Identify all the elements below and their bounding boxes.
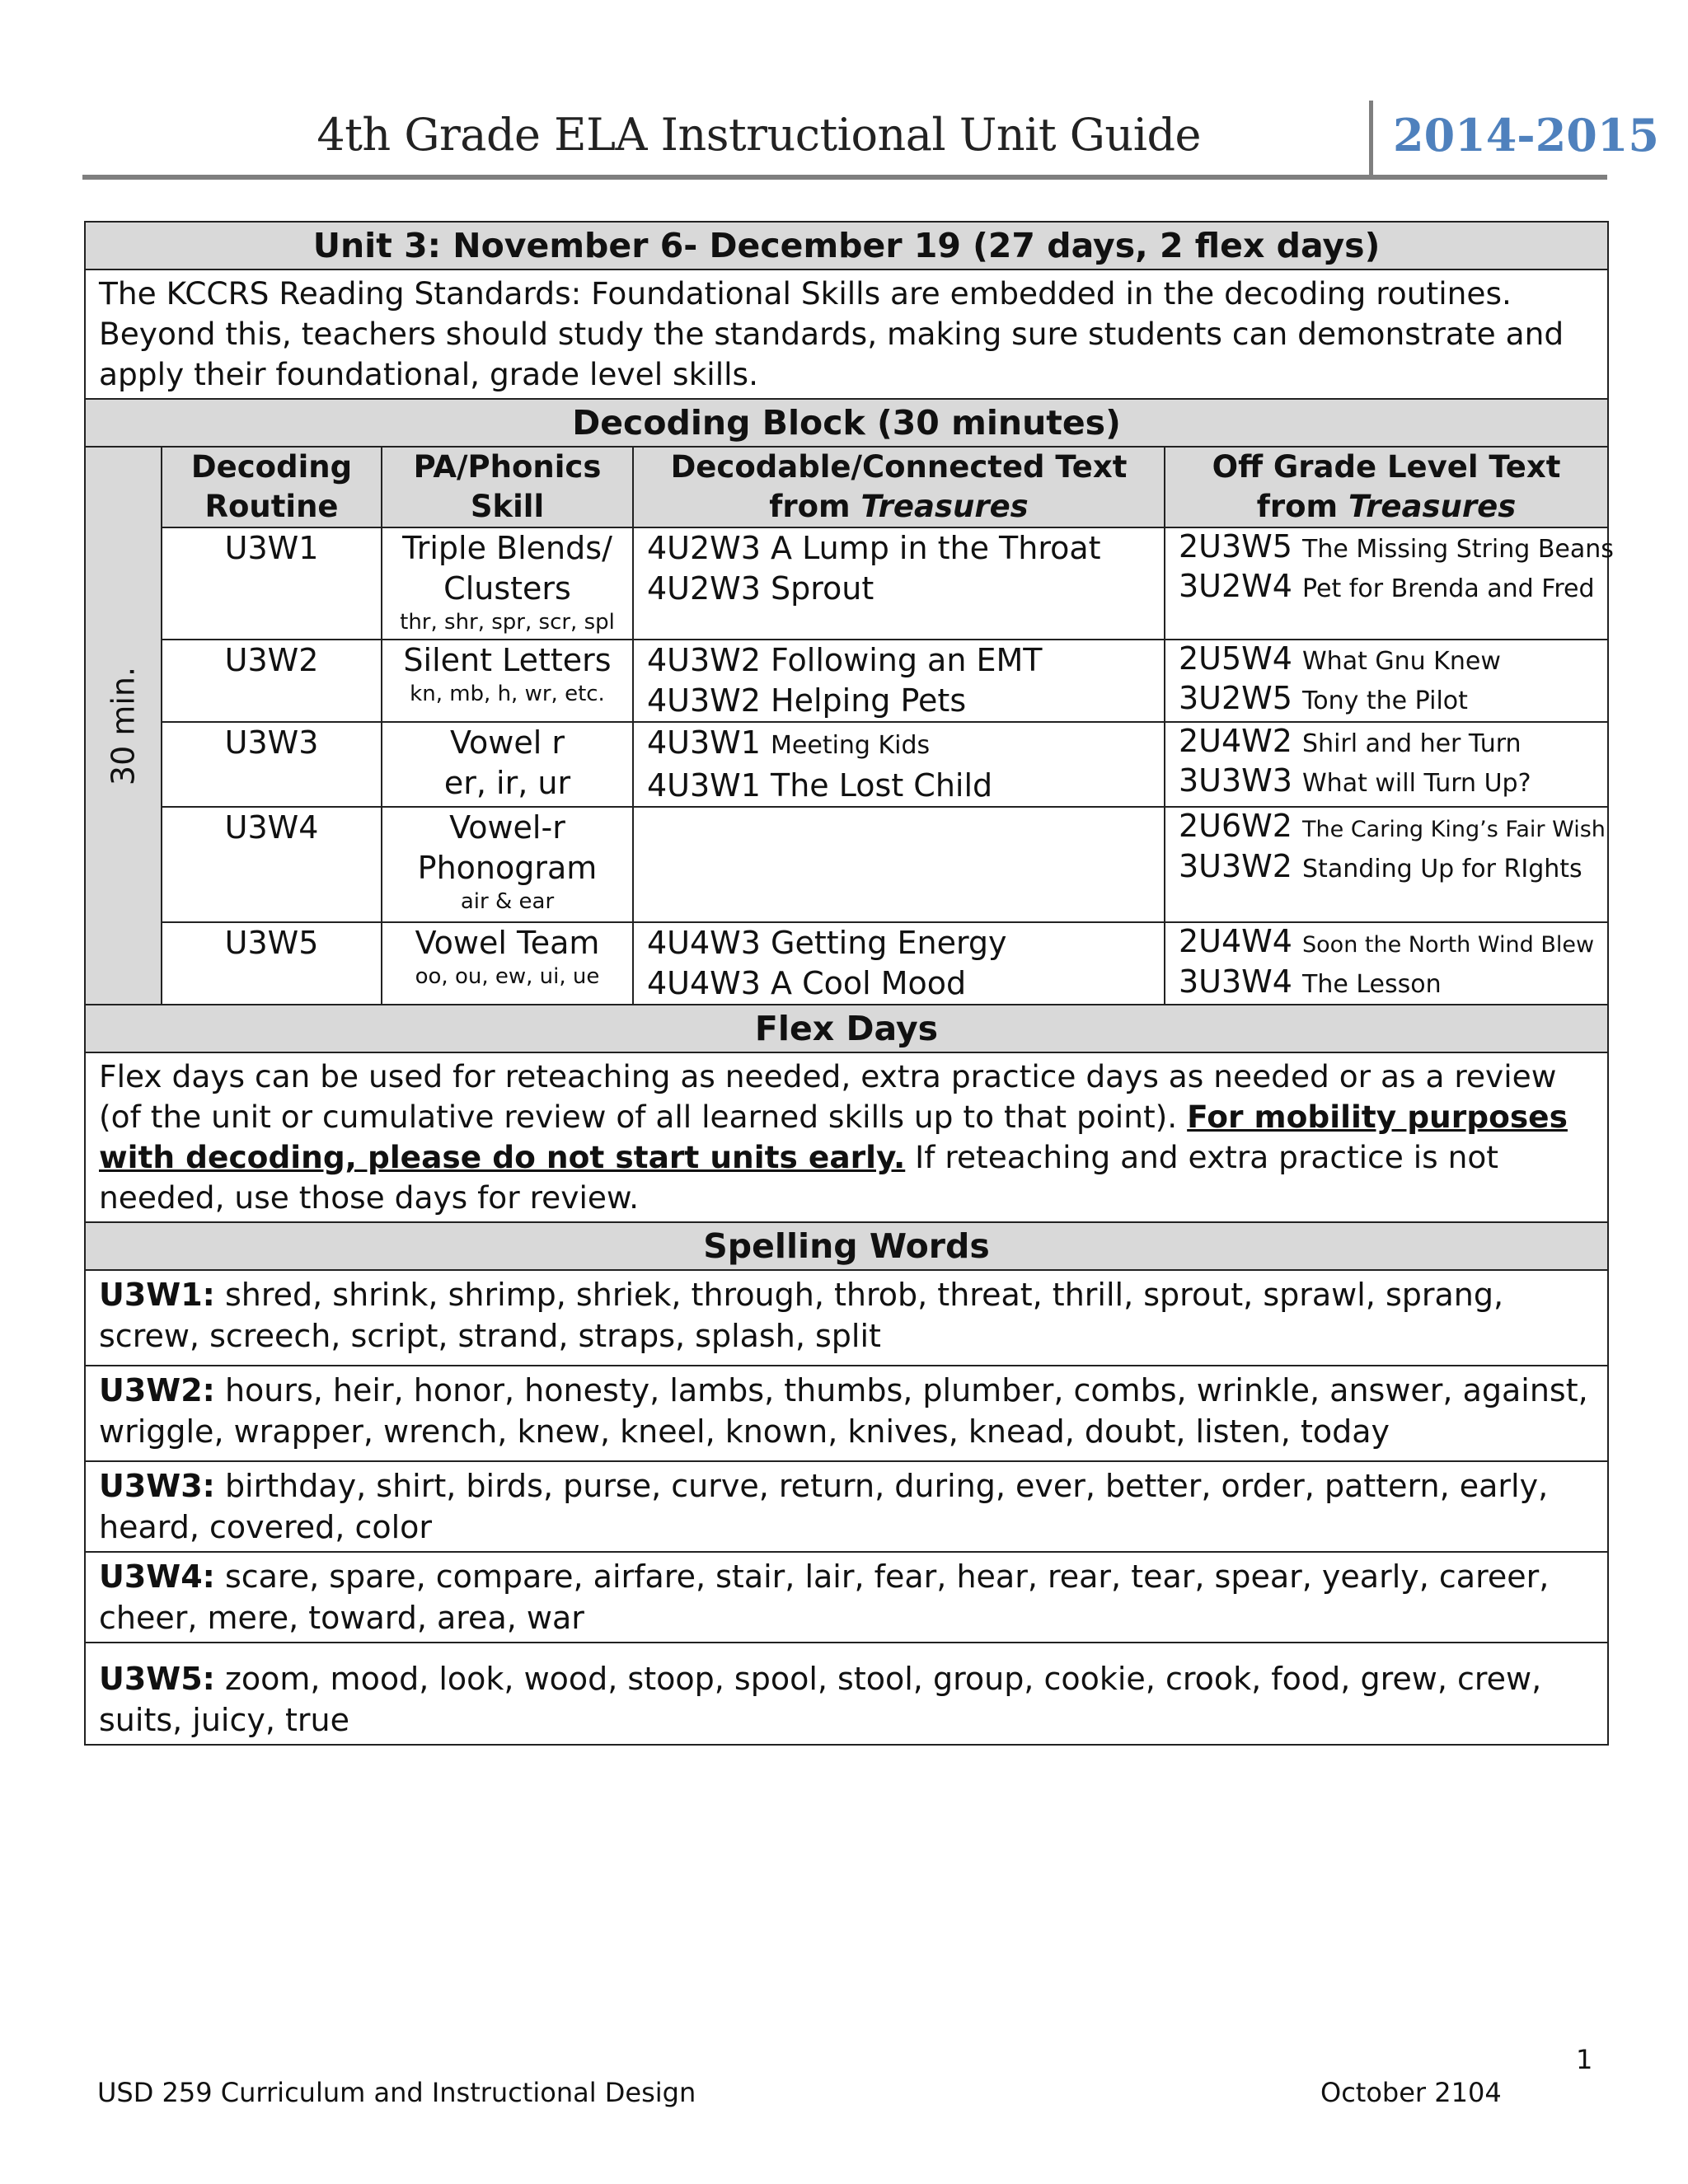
skill-cell: Vowel r er, ir, ur [382,722,633,807]
spelling-words-title: Spelling Words [85,1222,1608,1270]
decodable-cell: 4U3W1 Meeting Kids 4U3W1 The Lost Child [633,722,1165,807]
table-row [85,722,1608,807]
decodable-cell: 4U3W2 Following an EMT 4U3W2 Helping Pets [633,640,1165,722]
table-row [85,807,1608,922]
footer-organization: USD 259 Curriculum and Instructional Design [97,2077,696,2108]
routine-cell: U3W2 [162,640,382,722]
school-year: 2014-2015 [1393,109,1659,162]
offgrade-cell: 2U3W5 The Missing String Beans 3U2W4 Pet for Brenda and Fred [1165,527,1608,640]
table-row [85,527,1608,640]
routine-cell: U3W5 [162,922,382,1005]
spelling-week-row: U3W4: scare, spare, compare, airfare, stair, lair, fear, hear, rear, tear, spear, yearly, career, cheer, mere, toward, area, war [85,1552,1608,1643]
table-row [85,922,1608,1005]
col-header-decodable: Decodable/Connected Text from Treasures [633,447,1165,527]
page-header [82,101,1659,180]
col-header-routine: Decoding Routine [162,447,382,527]
skill-cell: Silent Letters kn, mb, h, wr, etc. [382,640,633,722]
flex-days-title: Flex Days [85,1005,1608,1052]
routine-cell: U3W1 [162,527,382,640]
spelling-week-row: U3W1: shred, shrink, shrimp, shriek, through, throb, threat, thrill, sprout, sprawl, sprang, screw, screech, script, strand, straps, splash, split [85,1270,1608,1366]
offgrade-cell: 2U6W2 The Caring King’s Fair Wish 3U3W2 Standing Up for RIghts [1165,807,1608,922]
time-side-label: 30 min. [105,666,141,785]
col-header-offgrade: Off Grade Level Text from Treasures [1165,447,1608,527]
footer-date: October 2104 [1320,2077,1502,2108]
header-rule [82,175,1607,180]
routine-cell: U3W4 [162,807,382,922]
spelling-week-row: U3W5: zoom, mood, look, wood, stoop, spool, stool, group, cookie, crook, food, grew, crew, suits, juicy, true [85,1643,1608,1745]
routine-cell: U3W3 [162,722,382,807]
spelling-week-row: U3W2: hours, heir, honor, honesty, lambs, thumbs, plumber, combs, wrinkle, answer, against, wriggle, wrapper, wrench, knew, kneel, known, knives, knead, doubt, listen, today [85,1366,1608,1461]
unit-intro: The KCCRS Reading Standards: Foundational Skills are embedded in the decoding routines. Beyond this, teachers should study the standards, making sure students can demonstrate and apply their foundational, grade level skills. [85,269,1608,399]
decodable-cell-empty [633,807,1165,922]
page-number: 1 [1576,2044,1593,2075]
flex-days-text: Flex days can be used for reteaching as needed, extra practice days as needed or as a review (of the unit or cumulative review of all learned skills up to that point). For mobility purposes with decoding, please do not start units early. If reteaching and extra practice is not needed, use those days for review. [85,1052,1608,1222]
decodable-cell: 4U4W3 Getting Energy 4U4W3 A Cool Mood [633,922,1165,1005]
offgrade-cell: 2U4W2 Shirl and her Turn 3U3W3 What will Turn Up? [1165,722,1608,807]
decodable-cell: 4U2W3 A Lump in the Throat 4U2W3 Sprout [633,527,1165,640]
mobility-notice: For mobility purposes with decoding, please do not start units early. [99,1099,1568,1175]
decoding-block-title: Decoding Block (30 minutes) [85,399,1608,447]
header-divider [1369,101,1373,176]
unit-guide-table [84,221,1614,1746]
table-row [85,640,1608,722]
skill-cell: Vowel Team oo, ou, ew, ui, ue [382,922,633,1005]
document-title: 4th Grade ELA Instructional Unit Guide [316,109,1201,161]
offgrade-cell: 2U5W4 What Gnu Knew 3U2W5 Tony the Pilot [1165,640,1608,722]
time-side-label-cell [85,447,162,1005]
col-header-skill: PA/Phonics Skill [382,447,633,527]
unit-title: Unit 3: November 6- December 19 (27 days, 2 flex days) [85,222,1608,269]
spelling-week-row: U3W3: birthday, shirt, birds, purse, curve, return, during, ever, better, order, pattern, early, heard, covered, color [85,1461,1608,1552]
skill-cell: Triple Blends/ Clusters thr, shr, spr, scr, spl [382,527,633,640]
skill-cell: Vowel-r Phonogram air & ear [382,807,633,922]
offgrade-cell: 2U4W4 Soon the North Wind Blew 3U3W4 The Lesson [1165,922,1608,1005]
